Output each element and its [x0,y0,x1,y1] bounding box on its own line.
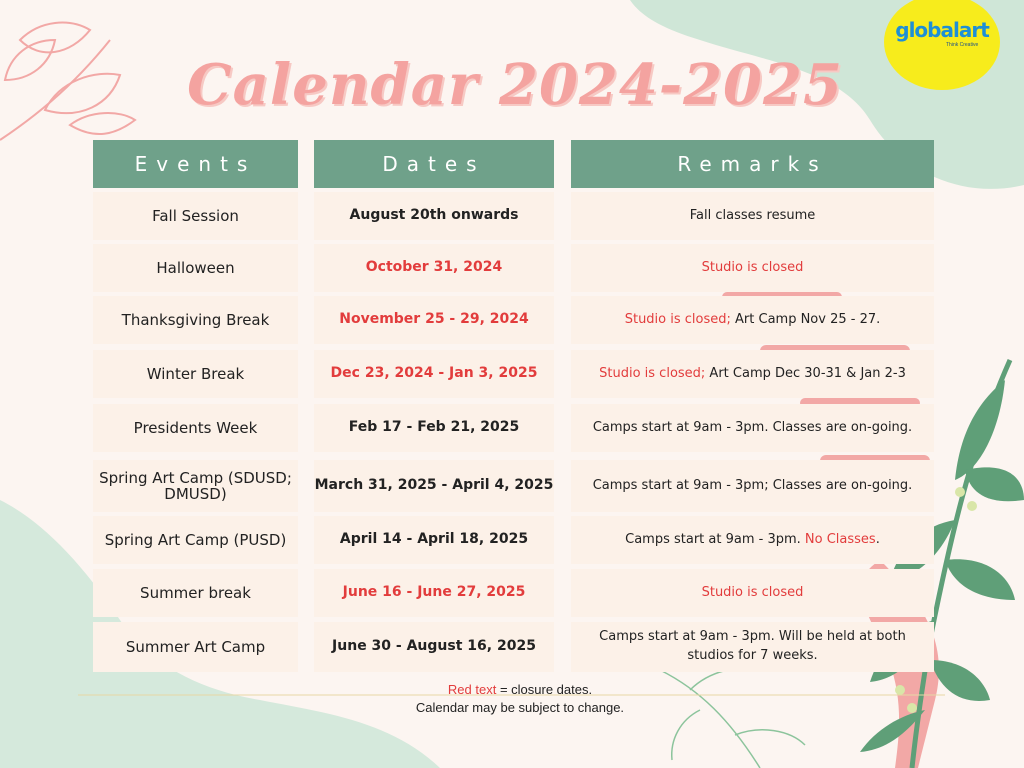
legend-rest-text: = closure dates. [496,682,593,697]
remark-closure-text: Studio is closed; [624,311,731,327]
event-cell: Spring Art Camp (PUSD) [93,516,298,564]
disclaimer-note: Calendar may be subject to change. [415,700,625,715]
remark-detail-text: Art Camp Nov 25 - 27. [730,311,881,327]
remark-cell [571,622,934,672]
date-cell: March 31, 2025 - April 4, 2025 [314,460,554,512]
remark-text [577,628,928,666]
event-cell: Thanksgiving Break [93,296,298,344]
remark-text: Camps start at 9am - 3pm. No Classes. [625,531,880,547]
remark-detail-text: Camps start at 9am - 3pm. Classes are on-going. [592,419,913,435]
date-cell: August 20th onwards [314,192,554,240]
legend-red-text: Red text [447,682,497,697]
logo-wordmark: globalart [895,18,989,42]
date-cell: October 31, 2024 [314,244,554,292]
page-title: Calendar 2024-2025 [187,52,843,118]
remark-text [690,207,816,226]
remark-cell [571,569,934,617]
remark-closure-text: Studio is closed; [599,365,706,381]
date-cell: Feb 17 - Feb 21, 2025 [314,404,554,452]
event-cell: Summer Art Camp [93,622,298,672]
remark-cell [571,350,934,398]
remark-text [702,584,804,603]
remark-text [593,477,913,496]
date-cell: June 30 - August 16, 2025 [314,622,554,672]
event-cell: Presidents Week [93,404,298,452]
remark-closure-text: Studio is closed [701,259,804,275]
dates-header: Dates [314,140,554,188]
event-cell: Halloween [93,244,298,292]
remark-detail-text: Art Camp Dec 30-31 & Jan 2-3 [705,365,906,381]
leaf-outline-icon [0,23,135,140]
remark-detail-text: Camps start at 9am - 3pm; Classes are on-going. [592,477,913,493]
remark-text [702,259,804,278]
remark-no-classes-text: No Classes [804,531,876,547]
legend-note [330,682,710,697]
event-cell: Summer break [93,569,298,617]
remark-text [625,311,881,330]
event-cell: Spring Art Camp (SDUSD; DMUSD) [93,460,298,512]
remark-closure-text: Studio is closed [701,584,804,600]
remark-cell [571,516,934,564]
remark-cell [571,244,934,292]
remark-text [599,365,906,384]
date-cell: April 14 - April 18, 2025 [314,516,554,564]
date-cell: November 25 - 29, 2024 [314,296,554,344]
remark-cell [571,296,934,344]
remark-cell [571,404,934,452]
logo-tagline: Think Creative [946,42,979,48]
remarks-header: Remarks [571,140,934,188]
event-cell: Fall Session [93,192,298,240]
remark-text [593,419,912,438]
events-header: Events [93,140,298,188]
remark-detail-text: Camps start at 9am - 3pm. [625,531,801,547]
date-cell: June 16 - June 27, 2025 [314,569,554,617]
date-cell: Dec 23, 2024 - Jan 3, 2025 [314,350,554,398]
remark-detail-text: Fall classes resume [689,207,816,223]
remark-cell [571,192,934,240]
remark-cell [571,460,934,512]
event-cell: Winter Break [93,350,298,398]
remark-detail-text: Camps start at 9am - 3pm. Will be held at both studios for 7 weeks. [599,629,906,663]
